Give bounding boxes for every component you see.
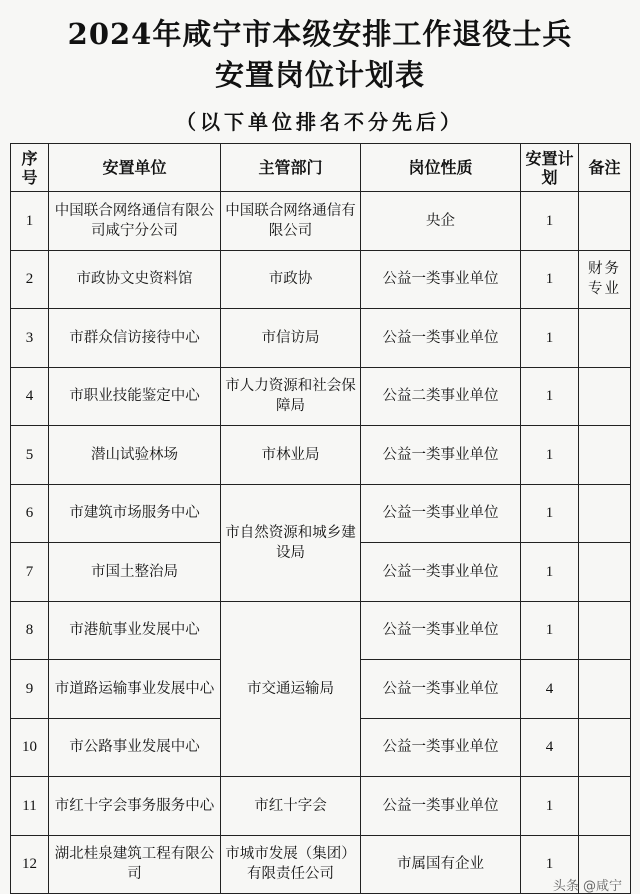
table-header-row [11,144,631,192]
cell-note [579,309,631,368]
cell-index: 4 [11,367,49,426]
cell-plan: 1 [521,777,579,836]
cell-note [579,777,631,836]
cell-dept: 中国联合网络通信有限公司 [221,192,361,251]
table-row [11,426,631,485]
cell-plan: 4 [521,660,579,719]
document-title-line2: 安置岗位计划表 [214,58,425,92]
cell-plan: 1 [521,601,579,660]
header-nature: 岗位性质 [361,144,521,192]
watermark: 头条 @咸宁 [552,879,622,894]
cell-nature: 公益一类事业单位 [361,484,521,543]
cell-index: 6 [11,484,49,543]
cell-dept: 市人力资源和社会保障局 [221,367,361,426]
cell-nature: 公益二类事业单位 [361,367,521,426]
cell-dept: 市城市发展（集团）有限责任公司 [221,835,361,894]
cell-unit: 市道路运输事业发展中心 [49,660,221,719]
cell-note [579,543,631,602]
cell-unit: 市公路事业发展中心 [49,718,221,777]
cell-note [579,426,631,485]
cell-index: 2 [11,250,49,309]
cell-unit: 湖北桂泉建筑工程有限公司 [49,835,221,894]
cell-index: 8 [11,601,49,660]
cell-index: 11 [11,777,49,836]
header-unit: 安置单位 [49,144,221,192]
cell-index: 7 [11,543,49,602]
cell-plan: 1 [521,543,579,602]
cell-note [579,192,631,251]
cell-nature: 公益一类事业单位 [361,601,521,660]
cell-plan: 1 [521,367,579,426]
cell-unit: 市红十字会事务服务中心 [49,777,221,836]
cell-note [579,718,631,777]
cell-unit: 市国土整治局 [49,543,221,602]
cell-dept: 市政协 [221,250,361,309]
cell-nature: 市属国有企业 [361,835,521,894]
header-dept: 主管部门 [221,144,361,192]
cell-unit: 市群众信访接待中心 [49,309,221,368]
header-note: 备注 [579,144,631,192]
cell-nature: 公益一类事业单位 [361,660,521,719]
table-row [11,484,631,543]
cell-unit: 市政协文史资料馆 [49,250,221,309]
cell-index: 12 [11,835,49,894]
cell-unit: 市职业技能鉴定中心 [49,367,221,426]
cell-nature: 公益一类事业单位 [361,426,521,485]
document-title-line1: 2024年咸宁市本级安排工作退役士兵 [67,17,573,51]
cell-unit: 中国联合网络通信有限公司咸宁分公司 [49,192,221,251]
table-row [11,835,631,894]
cell-nature: 公益一类事业单位 [361,718,521,777]
cell-nature: 公益一类事业单位 [361,309,521,368]
table-row [11,192,631,251]
cell-note [579,367,631,426]
cell-unit: 市港航事业发展中心 [49,601,221,660]
cell-index: 5 [11,426,49,485]
cell-plan: 4 [521,718,579,777]
cell-note [579,601,631,660]
cell-index: 9 [11,660,49,719]
cell-note [579,484,631,543]
table-row [11,367,631,426]
table-row [11,250,631,309]
cell-dept: 市林业局 [221,426,361,485]
table-row [11,777,631,836]
cell-plan: 1 [521,484,579,543]
cell-plan: 1 [521,192,579,251]
cell-nature: 央企 [361,192,521,251]
header-index: 序号 [11,144,49,192]
cell-index: 3 [11,309,49,368]
cell-plan: 1 [521,250,579,309]
cell-index: 10 [11,718,49,777]
cell-note: 财务专业 [579,250,631,309]
cell-index: 1 [11,192,49,251]
cell-plan: 1 [521,426,579,485]
placement-plan-table [10,143,631,894]
cell-unit: 潜山试验林场 [49,426,221,485]
cell-note [579,660,631,719]
document-subtitle: （以下单位排名不分先后） [176,110,464,134]
header-plan: 安置计划 [521,144,579,192]
cell-nature: 公益一类事业单位 [361,543,521,602]
table-row [11,601,631,660]
cell-dept: 市信访局 [221,309,361,368]
cell-dept: 市自然资源和城乡建设局 [221,484,361,601]
cell-plan: 1 [521,835,579,894]
cell-nature: 公益一类事业单位 [361,777,521,836]
cell-dept: 市交通运输局 [221,601,361,777]
cell-nature: 公益一类事业单位 [361,250,521,309]
cell-plan: 1 [521,309,579,368]
cell-unit: 市建筑市场服务中心 [49,484,221,543]
table-row [11,309,631,368]
cell-dept: 市红十字会 [221,777,361,836]
